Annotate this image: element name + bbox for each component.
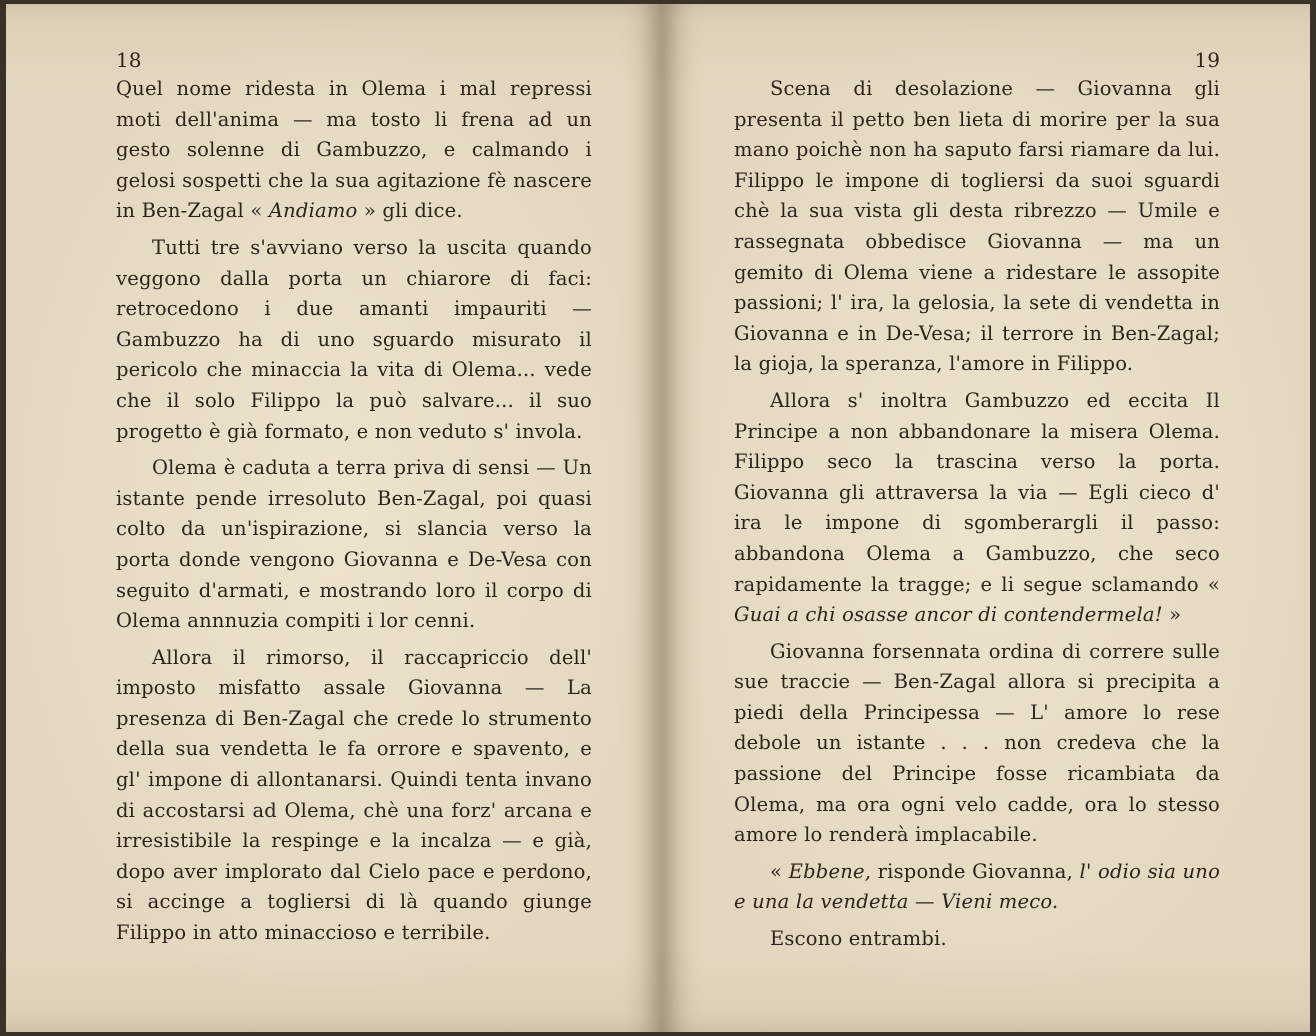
left-paragraph-1: Quel nome ridesta in Olema i mal repressi moti dell'anima — ma tosto li frena ad un gesto solenne di Gambuzzo, e calmando i gelosi sospetti che la sua agitazione fè nascere in Ben-Zagal « Andiamo » gli dice. [116,77,592,223]
right-paragraph-3: Giovanna forsennata ordina di correre sulle sue traccie — Ben-Zagal allora si precipita a piedi della Principessa — L' amore lo rese debole un istante . . . non credeva che la passione del Principe fosse ricambiata da Olema, ma ora ogni velo cadde, ora lo stesso amore lo renderà implacabile. [734,639,1220,847]
right-paragraph-1: Scena di desolazione — Giovanna gli presenta il petto ben lieta di morire per la sua mano poichè non ha saputo farsi riamare da lui. Filippo le impone di togliersi da suoi sguardi chè la sua vista gli desta ribrezzo — Umile e rassegnata obbedisce Giovanna — ma un gemito di Olema viene a ridestare le assopite passioni; l' ira, la gelosia, la sete di vendetta in Giovanna e in De-Vesa; il terrore in Ben-Zagal; la gioja, la speranza, l'amore in Filippo. [734,77,1220,376]
left-paragraph-3: Olema è caduta a terra priva di sensi — Un istante pende irresoluto Ben-Zagal, poi quasi colto da un'ispirazione, si slancia verso la porta donde vengono Giovanna e De-Vesa con seguito d'armati, e mostrando loro il corpo di Olema annnuzia compiti i lor cenni. [116,456,592,633]
left-paragraph-2: Tutti tre s'avviano verso la uscita quando veggono dalla porta un chiarore di faci: retrocedono i due amanti impauriti — Gambuzzo ha di uno sguardo misurato il pericolo che minaccia la vita di Olema... vede che il solo Filippo la può salvare... il suo progetto è già formato, e non veduto s' invola. [116,235,592,443]
left-paragraph-4: Allora il rimorso, il raccapriccio dell' imposto misfatto assale Giovanna — La presenza di Ben-Zagal che crede lo strumento della sua vendetta le fa orrore e spavento, e gl' impone di allontanarsi. Quindi tenta invano di accostarsi ad Olema, chè una forz' arcana e irresistibile la respinge e la incalza — e già, dopo aver implorato dal Cielo pace e perdono, si accinge a togliersi di là quando giunge Filippo in atto minaccioso e terribile. [116,645,592,945]
page-number-right: 19 [1194,48,1220,72]
right-paragraph-4: « Ebbene, risponde Giovanna, l' odio sia uno e una la vendetta — Vieni meco. [734,859,1221,914]
right-page-text [734,74,1220,955]
book-spread [6,4,1310,1032]
left-page-text [116,74,592,949]
left-page [6,4,662,1032]
right-page [662,4,1310,1032]
right-paragraph-2: Allora s' inoltra Gambuzzo ed eccita Il Principe a non abbandonare la misera Olema. Filippo seco la trascina verso la porta. Giovanna gli attraversa la via — Egli cieco d' ira le impone di sgomberargli il passo: abbandona Olema a Gambuzzo, che seco rapidamente la tragge; e li segue sclamando « Guai a chi osasse ancor di contendermela! » [734,388,1220,627]
right-paragraph-5: Escono entrambi. [770,927,947,951]
page-number-left: 18 [116,48,142,72]
